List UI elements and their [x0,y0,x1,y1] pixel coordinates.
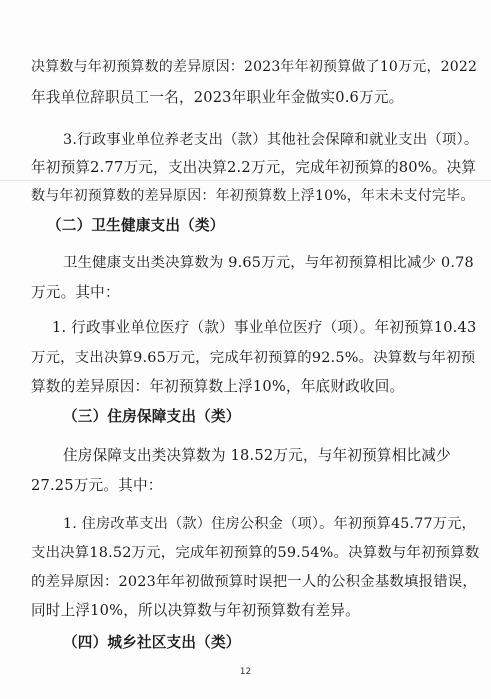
paragraph-line: 的差异原因：2023年年初做预算时误把一人的公积金基数填报错误， [31,574,477,590]
paragraph-line: 1. 住房改革支出（款）住房公积金（项）。年初预算45.77万元， [63,516,476,532]
paragraph-line: 万元。其中： [31,284,120,301]
paragraph-line: 算数的差异原因：年初预算数上浮10%，年底财政收回。 [31,378,405,395]
paragraph-line: 年初预算2.77万元，支出决算2.2万元，完成年初预算的80%。决算 [31,159,477,176]
paragraph-line: 27.25万元。其中： [31,477,163,494]
section-heading: （二）卫生健康支出（类） [47,217,225,234]
paragraph-line: 数与年初预算数的差异原因：年初预算数上浮10%，年末未支付完毕。 [31,188,475,204]
paragraph-line: 同时上浮10%，所以决算数与年初预算数有差异。 [31,602,360,619]
page-number: 12 [239,667,252,677]
paragraph-line: 支出决算18.52万元，完成年初预算的59.54%。决算数与年初预算数 [31,545,480,561]
paragraph-line: 万元，支出决算9.65万元，完成年初预算的92.5%。决算数与年初预 [31,350,476,366]
paragraph-line: 3.行政事业单位养老支出（款）其他社会保障和就业支出（项）。 [63,132,479,148]
paragraph-line: 年我单位辞职员工一名，2023年职业年金做实0.6万元。 [31,89,404,106]
page-crease [0,180,491,181]
section-heading: （三）住房保障支出（类） [63,408,241,425]
paragraph-line: 1. 行政事业单位医疗（款）事业单位医疗（项）。年初预算10.43 [52,319,477,336]
paragraph-line: 卫生健康支出类决算数为 9.65万元，与年初预算相比减少 0.78 [63,255,474,271]
paragraph-line: 住房保障支出类决算数为 18.52万元，与年初预算相比减少 [63,447,451,464]
section-heading: （四）城乡社区支出（类） [63,634,241,651]
paragraph-line: 决算数与年初预算数的差异原因：2023年年初预算做了10万元，2022 [31,59,478,75]
